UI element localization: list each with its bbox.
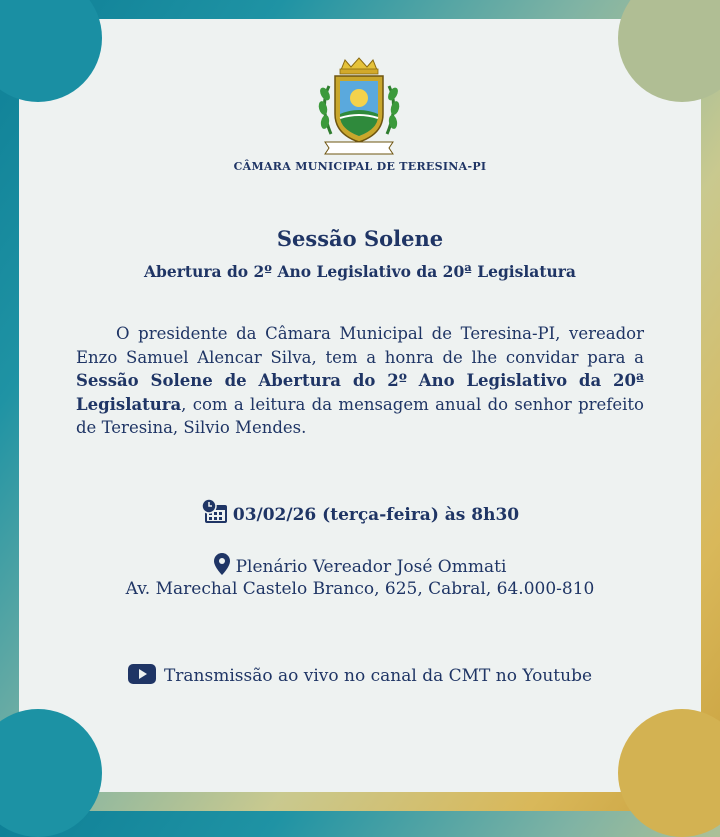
corner-cutout-top-left bbox=[0, 0, 102, 102]
event-venue-line bbox=[0, 553, 720, 577]
invitation-text-after: , com a leitura da mensagem anual do senhor prefeito de Teresina, Silvio Mendes. bbox=[76, 394, 644, 437]
organization-name: CÂMARA MUNICIPAL DE TERESINA-PI bbox=[233, 160, 487, 173]
corner-cutout-bottom-right bbox=[618, 709, 720, 837]
city-council-coat-of-arms-logo bbox=[311, 56, 407, 156]
invitation-text-bold: Sessão Solene de Abertura do 2º Ano Legislativo da 20ª Legislatura bbox=[76, 371, 644, 414]
invitation-paragraph bbox=[76, 322, 644, 440]
event-date: 03/02/26 (terça-feira) às 8h30 bbox=[232, 505, 520, 525]
map-pin-icon bbox=[214, 553, 230, 575]
invitation-text-before: O presidente da Câmara Municipal de Teresina-PI, vereador Enzo Samuel Alencar Silva, tem a honra de lhe convidar para a bbox=[76, 324, 644, 367]
broadcast-line bbox=[0, 664, 720, 686]
calendar-clock-icon bbox=[201, 498, 229, 524]
event-date-line bbox=[0, 498, 720, 525]
corner-cutout-bottom-left bbox=[0, 709, 102, 837]
event-venue: Plenário Vereador José Ommati bbox=[235, 557, 507, 577]
youtube-icon bbox=[128, 664, 156, 684]
broadcast-text: Transmissão ao vivo no canal da CMT no Youtube bbox=[163, 666, 593, 686]
event-address: Av. Marechal Castelo Branco, 625, Cabral, 64.000-810 bbox=[125, 579, 595, 599]
event-subtitle: Abertura do 2º Ano Legislativo da 20ª Legislatura bbox=[144, 262, 576, 281]
event-title: Sessão Solene bbox=[276, 226, 444, 251]
corner-cutout-top-right bbox=[618, 0, 720, 102]
